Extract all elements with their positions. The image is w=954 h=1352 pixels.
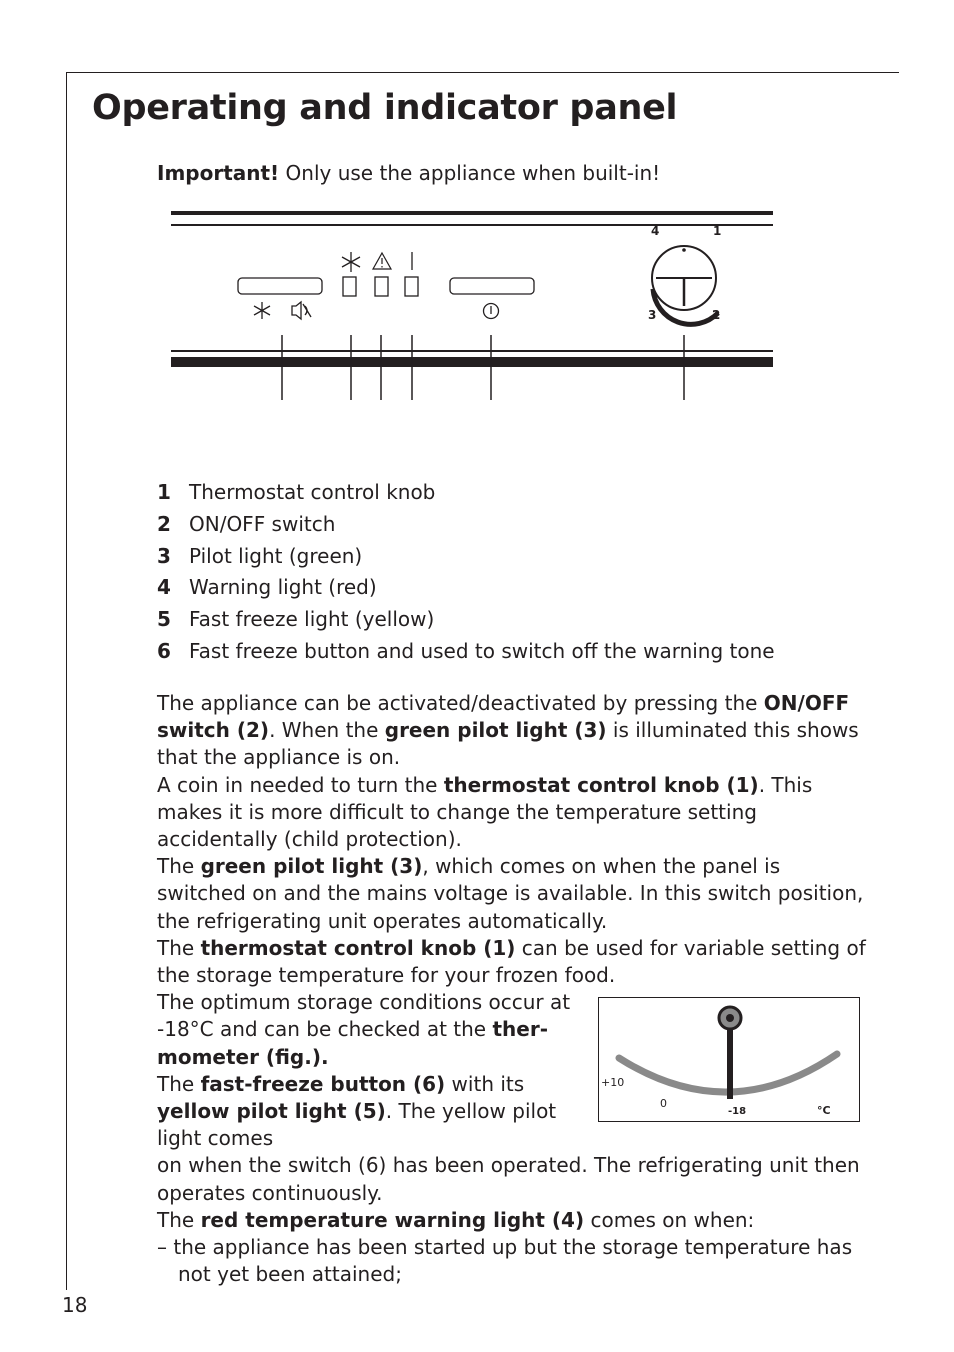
- important-label: Important!: [157, 161, 280, 185]
- important-note: [157, 161, 660, 185]
- legend-text: ON/OFF switch: [189, 511, 336, 536]
- legend-number: 5: [157, 607, 171, 632]
- fast-freeze-light: [343, 277, 356, 296]
- warning-light: [375, 277, 388, 296]
- text-run: can be used for variable setting of the storage temperature for your frozen food.: [157, 935, 866, 988]
- page-number: 18: [62, 1293, 88, 1317]
- legend-item: [157, 509, 775, 541]
- text-run: . The yellow pilot light comes: [157, 1099, 557, 1151]
- warning-triangle-icon: [373, 253, 391, 269]
- text-run: The: [157, 1071, 201, 1096]
- text-run: A coin in needed to turn the: [157, 772, 444, 797]
- thermometer-label-plus10: +10: [601, 1076, 625, 1089]
- snowflake-icon: [254, 302, 270, 319]
- panel-base-bar: [171, 357, 773, 367]
- legend-number: 4: [157, 575, 171, 600]
- text-run: . This makes it is more difficult to change the temperature setting accidentally (child protection).: [157, 772, 813, 852]
- paragraph-on-off: [157, 690, 867, 772]
- knob-number-1: 1: [713, 224, 722, 238]
- text-run: The optimum storage conditions occur at -18°C and can be checked at the: [157, 990, 571, 1042]
- bold-term: ON/OFF switch (2): [157, 691, 850, 743]
- legend-number: 3: [157, 543, 171, 568]
- panel-top-rule: [171, 211, 773, 215]
- legend-item: [157, 541, 775, 573]
- legend-text: Fast freeze button and used to switch off the warning tone: [189, 638, 775, 663]
- bold-term: thermostat control knob (1): [443, 772, 759, 797]
- component-legend: [157, 477, 775, 668]
- legend-item: [157, 477, 775, 509]
- knob-number-3: 3: [648, 308, 657, 322]
- bold-term: thermometer (fig.).: [157, 1017, 548, 1069]
- text-run: is illuminated this shows that the appliance is on.: [157, 718, 859, 770]
- thermometer-graphic: [599, 998, 859, 1121]
- legend-item: [157, 636, 775, 668]
- paragraph-thermostat: [157, 935, 867, 989]
- paragraph-coin: [157, 772, 867, 854]
- callout-lines: [282, 335, 684, 400]
- mute-speaker-icon: [292, 302, 311, 319]
- fast-freeze-button: [238, 278, 322, 294]
- text-run: comes on when:: [584, 1207, 755, 1232]
- paragraph-condition: – the appliance has been started up but the storage temperature has not yet been attained;: [157, 1235, 853, 1287]
- panel-second-rule: [171, 224, 773, 226]
- bold-term: red temperature warning light (4): [200, 1207, 585, 1232]
- knob-number-4: 4: [651, 224, 660, 238]
- bold-term: green pilot light (3): [384, 718, 607, 743]
- paragraph-storage: [157, 989, 589, 1071]
- legend-number: 1: [157, 480, 171, 504]
- knob-number-2: 2: [712, 308, 721, 322]
- bold-term: fast-freeze button (6): [200, 1071, 446, 1096]
- text-run: The: [157, 935, 201, 960]
- legend-number: 6: [157, 638, 171, 663]
- legend-text: Fast freeze light (yellow): [189, 607, 435, 632]
- text-run: . When the: [269, 718, 385, 743]
- panel-lower-rule: [171, 350, 773, 352]
- page-frame-top-rule: [66, 72, 899, 73]
- text-run: with its: [445, 1071, 525, 1096]
- bold-term: green pilot light (3): [200, 854, 423, 879]
- page-frame-left-rule: [66, 72, 67, 1290]
- important-text: Only use the appliance when built-in!: [279, 161, 661, 185]
- thermostat-knob: [648, 224, 721, 324]
- paragraph-warning-light: [157, 1207, 867, 1234]
- legend-text: Thermostat control knob: [189, 480, 436, 504]
- pilot-light: [405, 277, 418, 296]
- thermometer-pivot-center: [726, 1014, 734, 1022]
- text-run: The appliance can be activated/deactivated by pressing the: [157, 691, 764, 715]
- text-run: The: [157, 854, 201, 879]
- bold-term: yellow pilot light (5): [157, 1099, 386, 1124]
- text-run: The: [157, 1207, 201, 1232]
- thermometer-label-unit: °C: [817, 1104, 831, 1117]
- legend-item: [157, 572, 775, 604]
- operating-panel-diagram: [160, 205, 780, 405]
- power-icon: [484, 304, 499, 319]
- legend-item: [157, 604, 775, 636]
- bold-term: thermostat control knob (1): [200, 935, 516, 960]
- snowflake-icon: [342, 252, 360, 272]
- thermometer-label-zero: 0: [660, 1097, 667, 1110]
- on-off-switch: [450, 278, 534, 294]
- page-title: Operating and indicator panel: [92, 88, 678, 128]
- paragraph-fast-freeze-cont: on when the switch (6) has been operated. The refrigerating unit then operates continuously.: [157, 1153, 860, 1205]
- body-text: [157, 690, 867, 1288]
- legend-number: 2: [157, 511, 171, 536]
- text-run: , which comes on when the panel is switched on and the mains voltage is available. In this switch position, the refrigerating unit operates automatically.: [157, 854, 864, 933]
- paragraph-pilot-light: [157, 853, 867, 935]
- legend-text: Warning light (red): [189, 575, 377, 600]
- thermometer-figure: [598, 997, 860, 1122]
- legend-text: Pilot light (green): [189, 543, 363, 568]
- paragraph-fast-freeze: [157, 1071, 589, 1153]
- thermometer-label-minus18: -18: [728, 1106, 747, 1117]
